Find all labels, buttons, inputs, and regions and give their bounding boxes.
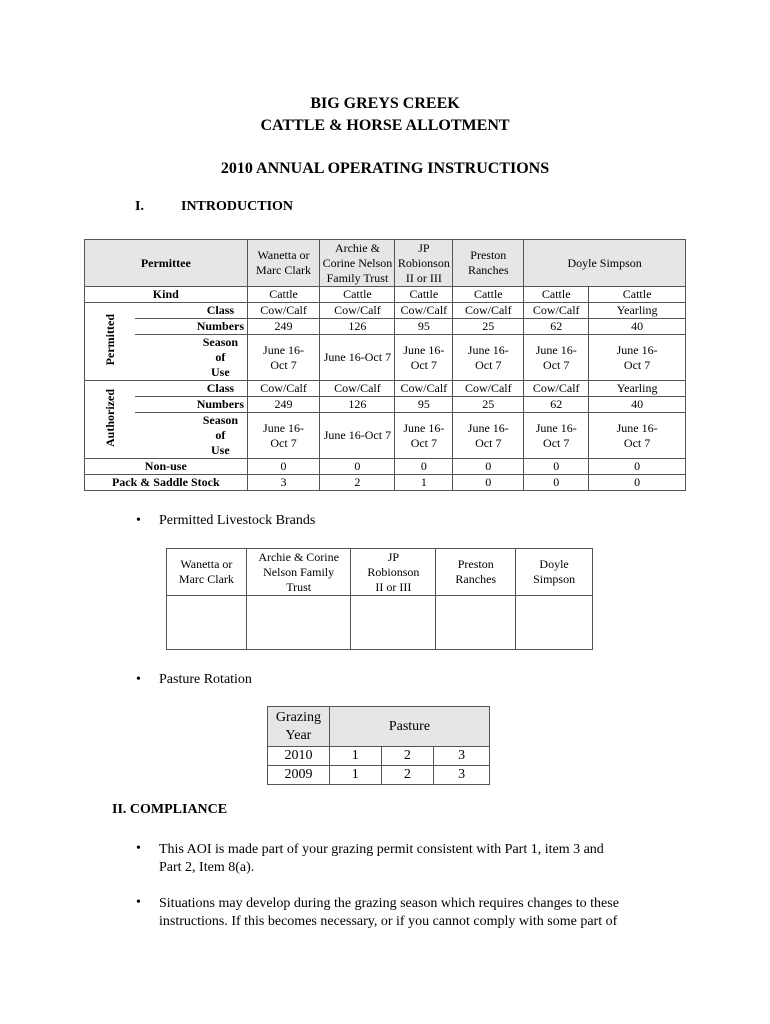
permittee-cell: JP Robionson II or III bbox=[395, 240, 453, 287]
season-cell: June 16- Oct 7 bbox=[247, 413, 320, 459]
season-label: Season of Use bbox=[194, 335, 247, 381]
pack-cell: 0 bbox=[453, 475, 524, 491]
grazing-year-label: Grazing Year bbox=[268, 707, 330, 747]
season-cell: June 16- Oct 7 bbox=[395, 413, 453, 459]
doc-title-line2: CATTLE & HORSE ALLOTMENT bbox=[260, 117, 510, 134]
season-cell: June 16- Oct 7 bbox=[524, 335, 589, 381]
nonuse-cell: 0 bbox=[453, 459, 524, 475]
rotation-value: 2 bbox=[381, 747, 434, 766]
pack-cell: 1 bbox=[395, 475, 453, 491]
class-cell: Cow/Calf bbox=[524, 303, 589, 319]
rotation-value: 2 bbox=[381, 766, 434, 785]
section1-number: I. bbox=[135, 199, 144, 214]
class-cell: Cow/Calf bbox=[453, 303, 524, 319]
numbers-cell: 62 bbox=[524, 397, 589, 413]
rotation-value: 3 bbox=[434, 766, 490, 785]
pack-cell: 0 bbox=[524, 475, 589, 491]
brands-header-cell: Wanetta or Marc Clark bbox=[167, 549, 247, 596]
nonuse-cell: 0 bbox=[589, 459, 686, 475]
brands-blank-cell bbox=[167, 596, 247, 650]
numbers-cell: 25 bbox=[453, 319, 524, 335]
kind-cell: Cattle bbox=[247, 287, 320, 303]
class-cell: Cow/Calf bbox=[247, 303, 320, 319]
permittee-cell: Archie & Corine Nelson Family Trust bbox=[320, 240, 395, 287]
rotation-heading: Pasture Rotation bbox=[159, 672, 252, 687]
numbers-cell: 40 bbox=[589, 319, 686, 335]
kind-cell: Cattle bbox=[453, 287, 524, 303]
permittee-cell: Preston Ranches bbox=[453, 240, 524, 287]
numbers-cell: 249 bbox=[247, 319, 320, 335]
permittee-label: Permittee bbox=[85, 240, 248, 287]
brands-blank-cell bbox=[436, 596, 516, 650]
brands-header-cell: Archie & Corine Nelson Family Trust bbox=[246, 549, 351, 596]
bullet-icon: • bbox=[136, 841, 141, 856]
brands-header-row bbox=[167, 549, 593, 596]
brands-blank-cell bbox=[351, 596, 436, 650]
pasture-label: Pasture bbox=[329, 707, 489, 747]
pack-cell: 2 bbox=[320, 475, 395, 491]
season-cell: June 16- Oct 7 bbox=[453, 413, 524, 459]
rotation-header-row bbox=[268, 707, 490, 747]
permittee-cell: Wanetta or Marc Clark bbox=[247, 240, 320, 287]
compliance-paragraph: This AOI is made part of your grazing permit consistent with Part 1, item 3 and Part 2, Item 8(a). bbox=[159, 842, 604, 875]
numbers-cell: 95 bbox=[395, 319, 453, 335]
brands-header-cell: JP Robionson II or III bbox=[351, 549, 436, 596]
section1-title: INTRODUCTION bbox=[181, 199, 294, 214]
brands-header-cell: Doyle Simpson bbox=[516, 549, 593, 596]
pack-cell: 3 bbox=[247, 475, 320, 491]
permit-table bbox=[84, 239, 686, 491]
class-cell: Yearling bbox=[589, 381, 686, 397]
permitted-class-row bbox=[85, 303, 686, 319]
permittee-cell: Doyle Simpson bbox=[524, 240, 686, 287]
rotation-year: 2010 bbox=[268, 747, 330, 766]
doc-title-line3: 2010 ANNUAL OPERATING INSTRUCTIONS bbox=[220, 160, 550, 177]
authorized-season-row bbox=[85, 413, 686, 459]
nonuse-cell: 0 bbox=[524, 459, 589, 475]
nonuse-cell: 0 bbox=[247, 459, 320, 475]
compliance-paragraph: Situations may develop during the grazing season which requires changes to these instructions. If this becomes necessary, or if you cannot comply with some part of bbox=[159, 896, 619, 929]
kind-cell: Cattle bbox=[395, 287, 453, 303]
section2-title: II. COMPLIANCE bbox=[112, 802, 228, 817]
brands-heading: Permitted Livestock Brands bbox=[159, 513, 316, 528]
numbers-cell: 126 bbox=[320, 319, 395, 335]
numbers-cell: 62 bbox=[524, 319, 589, 335]
class-cell: Yearling bbox=[589, 303, 686, 319]
season-cell: June 16- Oct 7 bbox=[395, 335, 453, 381]
rotation-table bbox=[267, 706, 490, 785]
permitted-season-row bbox=[85, 335, 686, 381]
rotation-year: 2009 bbox=[268, 766, 330, 785]
class-cell: Cow/Calf bbox=[524, 381, 589, 397]
class-cell: Cow/Calf bbox=[395, 381, 453, 397]
authorized-class-row bbox=[85, 381, 686, 397]
numbers-cell: 126 bbox=[320, 397, 395, 413]
kind-cell: Cattle bbox=[589, 287, 686, 303]
rotation-value: 3 bbox=[434, 747, 490, 766]
numbers-cell: 249 bbox=[247, 397, 320, 413]
class-label: Class bbox=[194, 303, 247, 319]
permitted-numbers-row bbox=[85, 319, 686, 335]
brands-header-cell: Preston Ranches bbox=[436, 549, 516, 596]
authorized-group-label: Authorized bbox=[85, 381, 136, 459]
class-cell: Cow/Calf bbox=[247, 381, 320, 397]
numbers-label: Numbers bbox=[194, 319, 247, 335]
season-cell: June 16-Oct 7 bbox=[320, 413, 395, 459]
class-cell: Cow/Calf bbox=[320, 381, 395, 397]
class-cell: Cow/Calf bbox=[453, 381, 524, 397]
season-cell: June 16- Oct 7 bbox=[453, 335, 524, 381]
kind-cell: Cattle bbox=[320, 287, 395, 303]
numbers-cell: 40 bbox=[589, 397, 686, 413]
season-cell: June 16-Oct 7 bbox=[320, 335, 395, 381]
brands-blank-cell bbox=[246, 596, 351, 650]
rotation-value: 1 bbox=[329, 747, 381, 766]
season-cell: June 16- Oct 7 bbox=[524, 413, 589, 459]
brands-blank-row bbox=[167, 596, 593, 650]
kind-row bbox=[85, 287, 686, 303]
brands-table bbox=[166, 548, 593, 650]
season-label: Season of Use bbox=[194, 413, 247, 459]
authorized-numbers-row bbox=[85, 397, 686, 413]
nonuse-row bbox=[85, 459, 686, 475]
nonuse-cell: 0 bbox=[395, 459, 453, 475]
season-cell: June 16- Oct 7 bbox=[589, 335, 686, 381]
doc-title-line1: BIG GREYS CREEK bbox=[310, 95, 460, 112]
numbers-label: Numbers bbox=[194, 397, 247, 413]
class-cell: Cow/Calf bbox=[320, 303, 395, 319]
nonuse-cell: 0 bbox=[320, 459, 395, 475]
pack-label: Pack & Saddle Stock bbox=[85, 475, 248, 491]
numbers-cell: 25 bbox=[453, 397, 524, 413]
season-cell: June 16- Oct 7 bbox=[589, 413, 686, 459]
kind-cell: Cattle bbox=[524, 287, 589, 303]
kind-label: Kind bbox=[85, 287, 248, 303]
permittee-row bbox=[85, 240, 686, 287]
bullet-icon: • bbox=[136, 895, 141, 910]
class-label: Class bbox=[194, 381, 247, 397]
class-cell: Cow/Calf bbox=[395, 303, 453, 319]
permitted-group-label: Permitted bbox=[85, 303, 136, 381]
rotation-row bbox=[268, 747, 490, 766]
pack-row bbox=[85, 475, 686, 491]
rotation-value: 1 bbox=[329, 766, 381, 785]
rotation-row bbox=[268, 766, 490, 785]
numbers-cell: 95 bbox=[395, 397, 453, 413]
bullet-icon: • bbox=[136, 513, 141, 528]
nonuse-label: Non-use bbox=[85, 459, 248, 475]
bullet-icon: • bbox=[136, 672, 141, 687]
pack-cell: 0 bbox=[589, 475, 686, 491]
season-cell: June 16- Oct 7 bbox=[247, 335, 320, 381]
brands-blank-cell bbox=[516, 596, 593, 650]
